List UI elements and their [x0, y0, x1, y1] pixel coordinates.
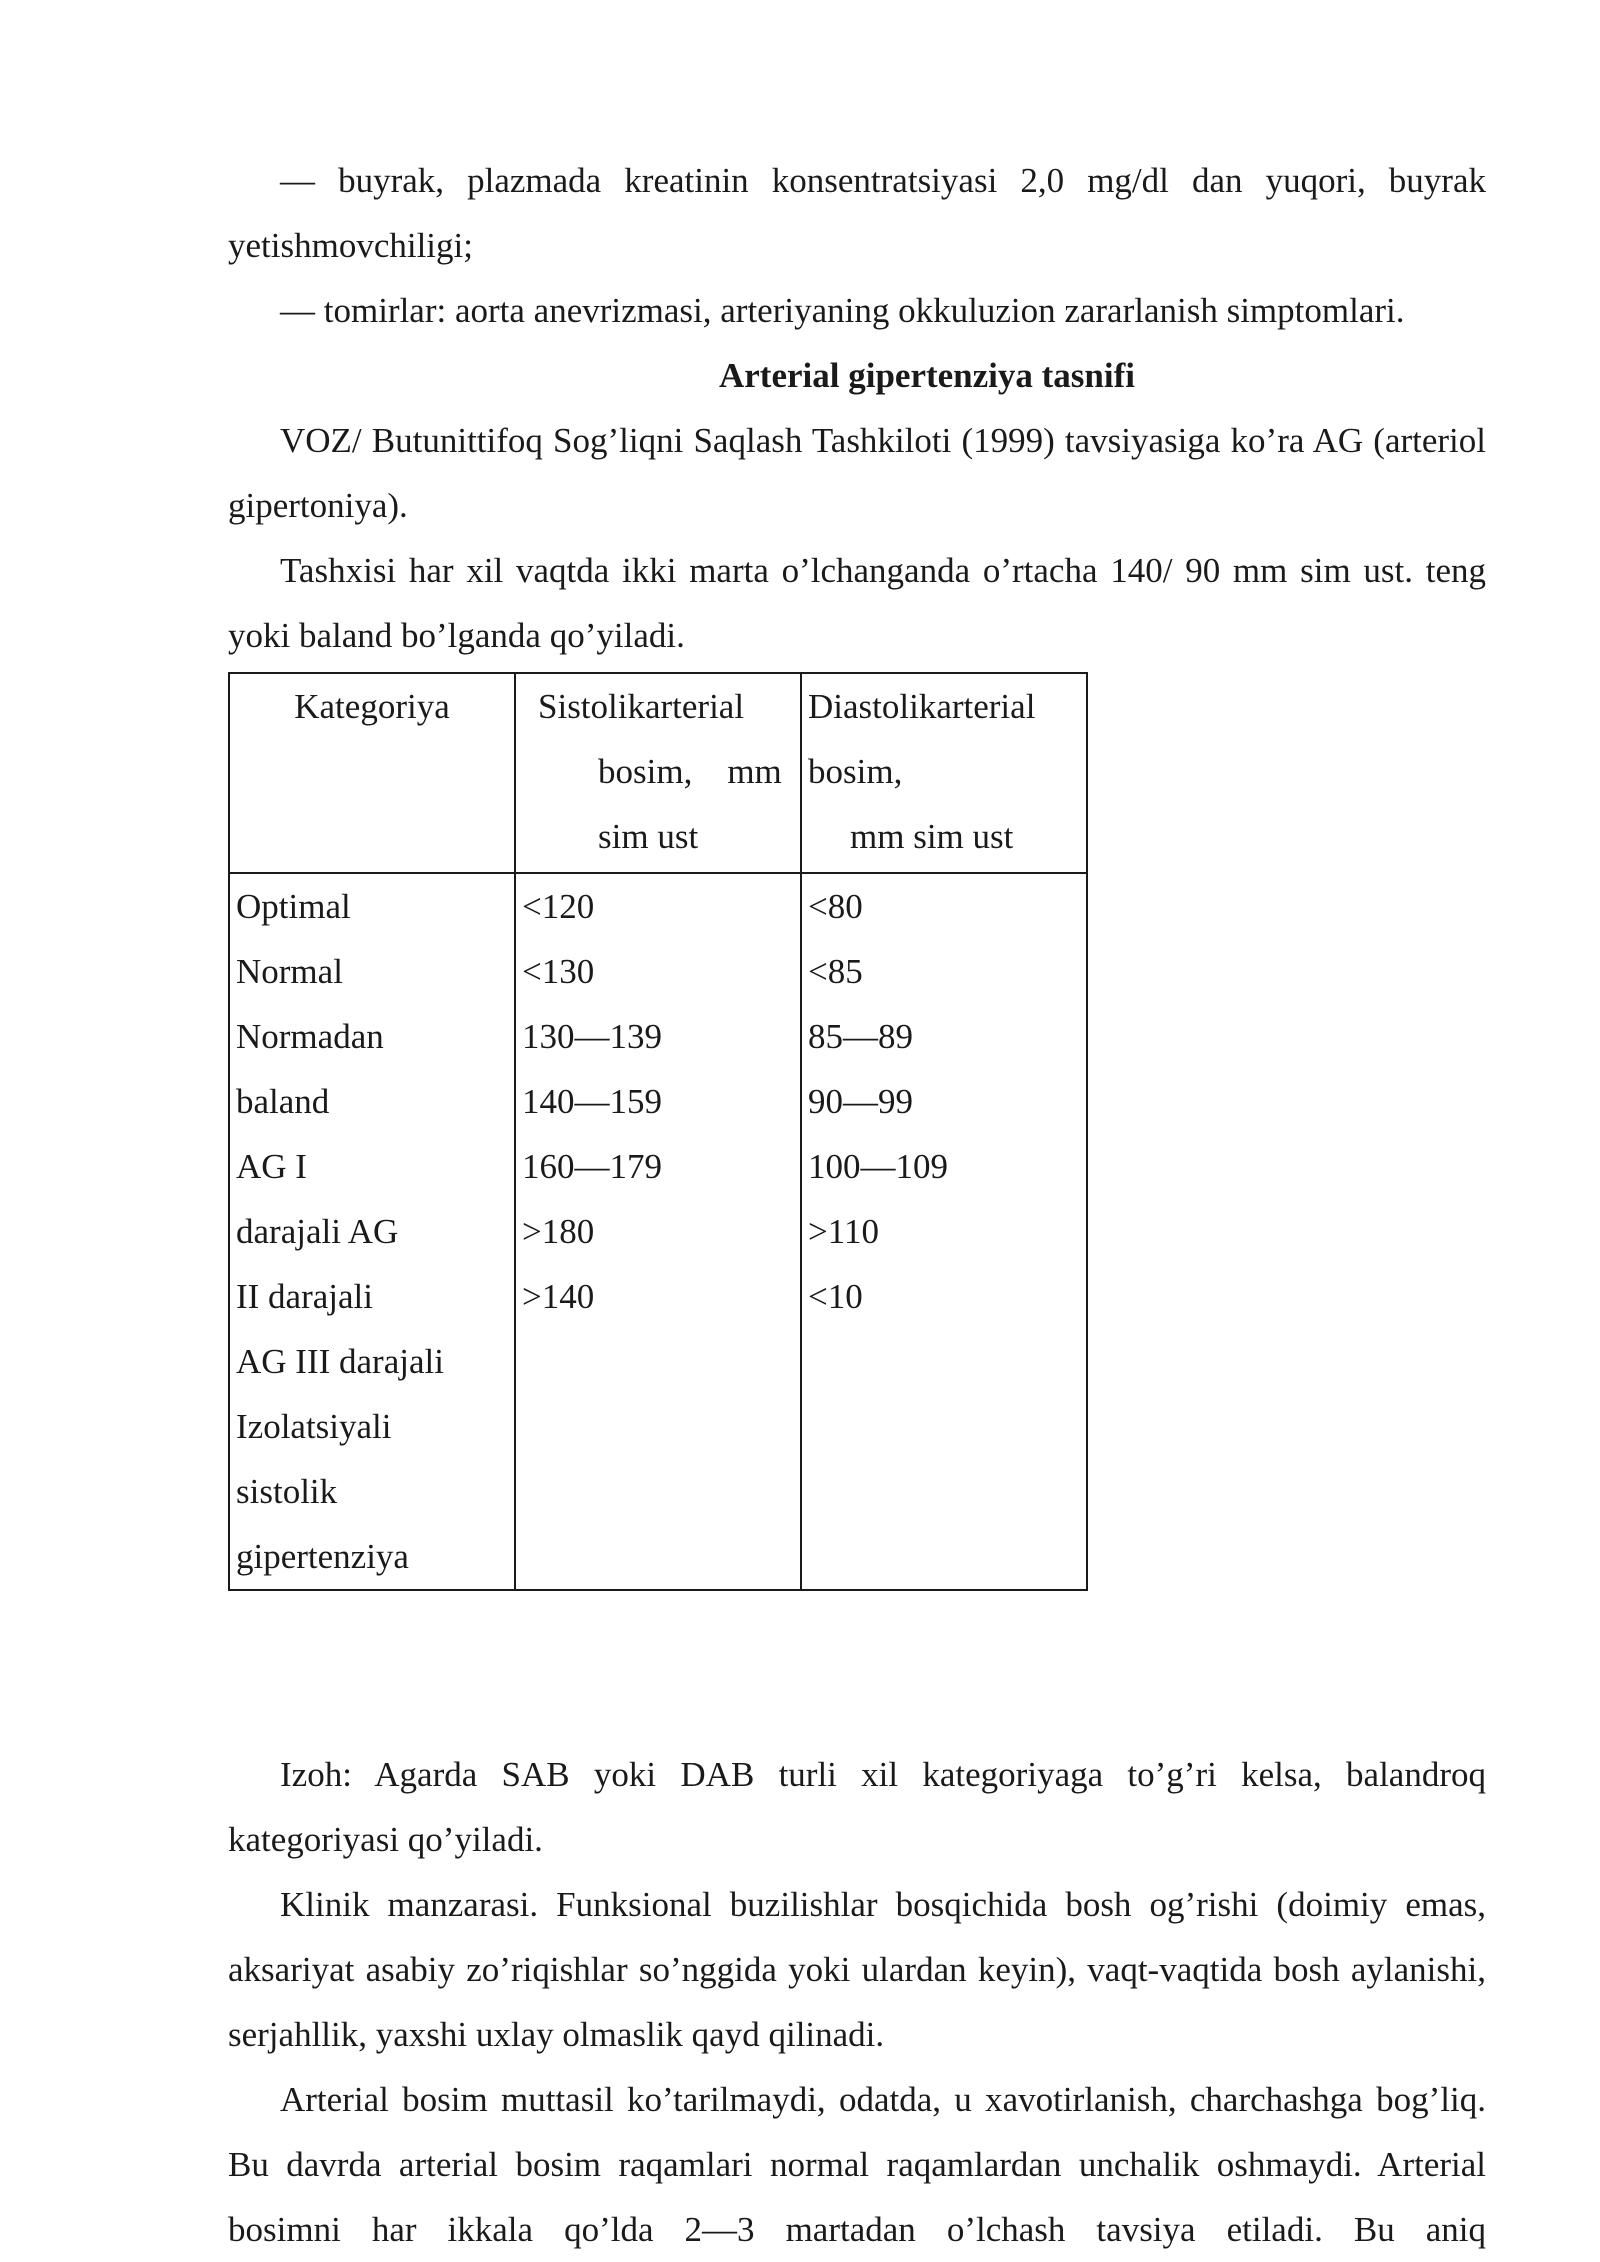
systolic-cell: 130—139: [522, 1017, 662, 1056]
systolic-cell: <130: [522, 952, 595, 991]
header-diastolic: [801, 673, 1087, 873]
category-cell: baland: [236, 1082, 330, 1121]
header-systolic-line1: Sistolikarterial: [538, 687, 745, 726]
table-row: [229, 873, 1087, 1590]
category-cell: AG I: [236, 1147, 307, 1186]
diastolic-cell: <10: [808, 1277, 863, 1316]
text-after-table: [228, 1742, 1486, 2262]
diastolic-cell: >110: [808, 1212, 879, 1251]
paragraph-clinical: Klinik manzarasi. Funksional buzilishlar bosqichida bosh og’rishi (doimiy emas, aksariyat asabiy zo’riqishlar so’nggida yoki ulardan keyin), vaqt-vaqtida bosh aylanishi, serjahllik, yaxshi uxlay olmaslik qayd qilinadi.: [228, 1885, 1486, 2054]
systolic-cell: 140—159: [522, 1082, 662, 1121]
category-cell: II darajali: [236, 1277, 373, 1316]
systolic-cell: >180: [522, 1212, 595, 1251]
diastolic-cell: <85: [808, 952, 863, 991]
blood-pressure-table: [228, 672, 1088, 1591]
header-systolic-line2: bosim, mm: [598, 752, 782, 791]
category-cell: gipertenziya: [236, 1537, 409, 1576]
paragraph-who: VOZ/ Butunittifoq Sog’liqni Saqlash Tashkiloti (1999) tavsiyasiga ko’ra AG (arteriol gipertoniya).: [228, 421, 1486, 525]
category-cell: darajali AG: [236, 1212, 399, 1251]
category-cell: sistolik: [236, 1472, 338, 1511]
paragraph-note: Izoh: Agarda SAB yoki DAB turli xil kategoriyaga to’g’ri kelsa, balandroq kategoriyasi qo’yiladi.: [228, 1755, 1486, 1859]
diastolic-cell: 85—89: [808, 1017, 913, 1056]
category-column: [229, 873, 515, 1590]
diastolic-cell: 90—99: [808, 1082, 913, 1121]
systolic-cell: >140: [522, 1277, 595, 1316]
systolic-cell: 160—179: [522, 1147, 662, 1186]
paragraph-vessels: — tomirlar: aorta anevrizmasi, arteriyaning okkuluzion zararlanish simptomlari.: [280, 291, 1405, 330]
category-cell: AG III darajali: [236, 1342, 444, 1381]
paragraph-pressure: Arterial bosim muttasil ko’tarilmaydi, odatda, u xavotirlanish, charchashga bog’liq. Bu davrda arterial bosim raqamlari normal raqamlardan unchalik oshmaydi. Arterial bosimni har ikkala qo’lda 2—3 martadan o’lchash tavsiya etiladi. Bu aniq: [228, 2080, 1486, 2249]
table-header-row: [229, 673, 1087, 873]
header-diastolic-line1: Diastolikarterial: [808, 687, 1036, 726]
category-cell: Izolatsiyali: [236, 1407, 392, 1446]
diastolic-cell: <80: [808, 887, 863, 926]
header-diastolic-line2: bosim,: [808, 752, 903, 791]
header-systolic-line3: sim ust: [598, 817, 699, 856]
systolic-column: [515, 873, 801, 1590]
header-category-label: Kategoriya: [294, 687, 450, 726]
section-heading: Arterial gipertenziya tasnifi: [718, 356, 1135, 395]
category-cell: Normadan: [236, 1017, 384, 1056]
systolic-cell: <120: [522, 887, 595, 926]
diastolic-column: [801, 873, 1087, 1590]
document-page: [228, 148, 1486, 2249]
diastolic-cell: 100—109: [808, 1147, 948, 1186]
header-diastolic-line3: mm sim ust: [850, 817, 1014, 856]
category-cell: Optimal: [236, 887, 351, 926]
header-systolic: [515, 673, 801, 873]
paragraph-kidney: — buyrak, plazmada kreatinin konsentratsiyasi 2,0 mg/dl dan yuqori, buyrak yetishmovchiligi;: [228, 161, 1486, 265]
header-category: [229, 673, 515, 873]
paragraph-diagnosis: Tashxisi har xil vaqtda ikki marta o’lchanganda o’rtacha 140/ 90 mm sim ust. teng yoki baland bo’lganda qo’yiladi.: [228, 551, 1486, 655]
category-cell: Normal: [236, 952, 343, 991]
